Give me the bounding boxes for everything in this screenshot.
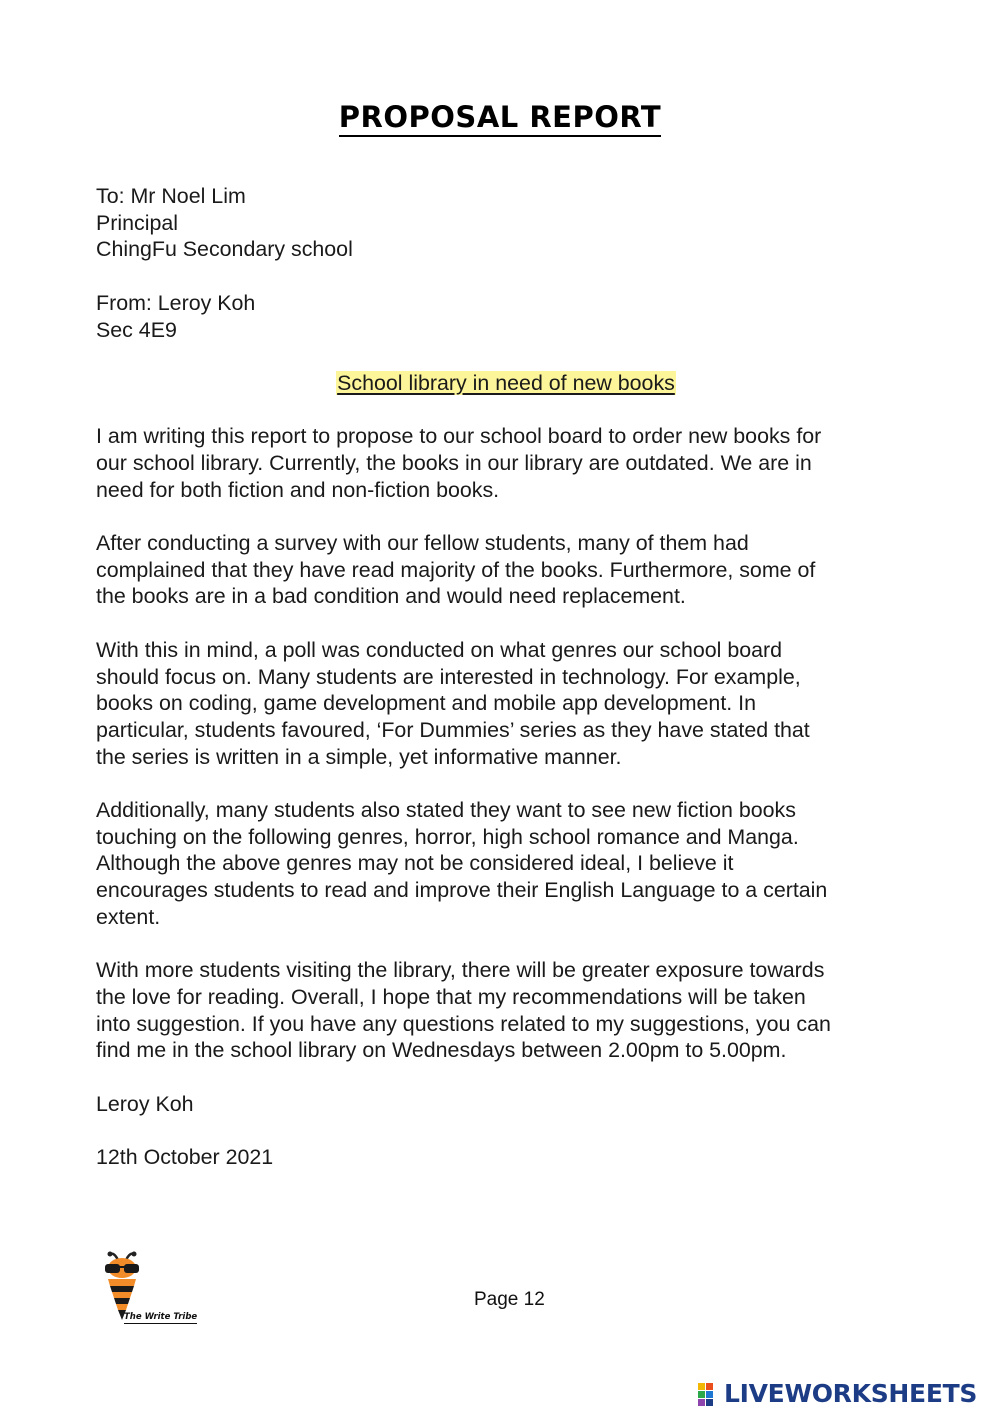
paragraph-line: the love for reading. Overall, I hope that my recommendations will be taken — [96, 984, 806, 1009]
liveworksheets-watermark[interactable] — [697, 1378, 997, 1410]
paragraph-fiction — [96, 797, 916, 931]
page-number: Page 12 — [474, 1289, 545, 1310]
subject-heading — [96, 370, 916, 397]
liveworksheets-logo-icon — [697, 1378, 723, 1410]
paragraph-line: encourages students to read and improve their English Language to a certain — [96, 878, 828, 903]
recipient-school: ChingFu Secondary school — [96, 237, 353, 262]
paragraph-line: our school library. Currently, the books in our library are outdated. We are in — [96, 450, 812, 475]
paragraph-line: into suggestion. If you have any questions related to my suggestions, you can — [96, 1011, 831, 1036]
paragraph-line: After conducting a survey with our fellow students, many of them had — [96, 531, 749, 556]
logo-caption: The Write Tribe — [124, 1312, 198, 1322]
paragraph-line: find me in the school library on Wednesdays between 2.00pm to 5.00pm. — [96, 1038, 787, 1063]
paragraph-line: particular, students favoured, ‘For Dummies’ series as they have stated that — [96, 717, 810, 742]
signature: Leroy Koh — [96, 1091, 194, 1116]
recipient-block — [96, 183, 916, 263]
paragraph-line: should focus on. Many students are interested in technology. For example, — [96, 664, 801, 689]
sender-block — [96, 290, 916, 343]
paragraph-line: With more students visiting the library, there will be greater exposure towards — [96, 958, 825, 983]
paragraph-line: Additionally, many students also stated they want to see new fiction books — [96, 798, 796, 823]
paragraph-line: complained that they have read majority of the books. Furthermore, some of — [96, 557, 816, 582]
paragraph-line: need for both fiction and non-fiction books. — [96, 477, 500, 502]
paragraph-line: Although the above genres may not be considered ideal, I believe it — [96, 851, 734, 876]
paragraph-line: books on coding, game development and mobile app development. In — [96, 691, 756, 716]
sender-class: Sec 4E9 — [96, 317, 177, 342]
document-body — [96, 183, 916, 1198]
paragraph-line: extent. — [96, 904, 161, 929]
paragraph-line: With this in mind, a poll was conducted on what genres our school board — [96, 637, 783, 662]
paragraph-line: the series is written in a simple, yet informative manner. — [96, 744, 622, 769]
report-title — [0, 98, 1000, 137]
recipient-title: Principal — [96, 210, 179, 235]
paragraph-line: the books are in a bad condition and would need replacement. — [96, 584, 686, 609]
report-title-text: PROPOSAL REPORT — [339, 100, 661, 137]
report-date: 12th October 2021 — [96, 1145, 274, 1170]
paragraph-poll — [96, 637, 916, 771]
recipient-name: To: Mr Noel Lim — [96, 184, 246, 208]
watermark-text: LIVEWORKSHEETS — [724, 1379, 978, 1408]
write-tribe-logo — [100, 1250, 210, 1330]
paragraph-line: touching on the following genres, horror, high school romance and Manga. — [96, 824, 799, 849]
paragraph-line: I am writing this report to propose to our school board to order new books for — [96, 424, 822, 449]
sender-name: From: Leroy Koh — [96, 290, 256, 315]
paragraph-introduction — [96, 423, 916, 503]
paragraph-survey — [96, 530, 916, 610]
subject-text: School library in need of new books — [337, 370, 675, 395]
paragraph-conclusion — [96, 957, 916, 1064]
